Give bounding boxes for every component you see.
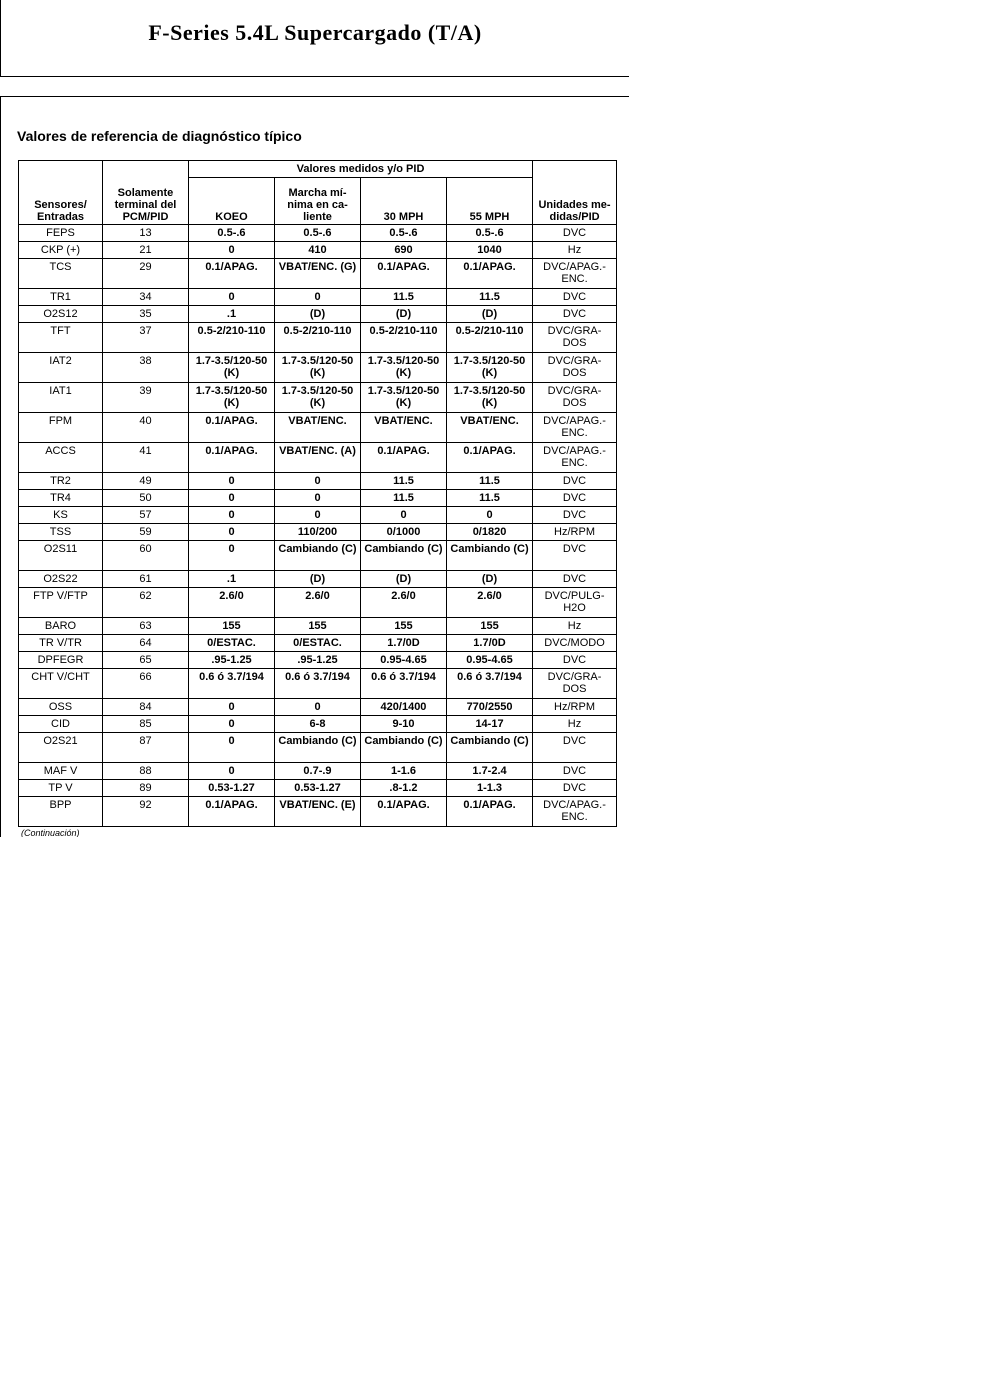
cell-sensor: CHT V/CHT — [19, 669, 103, 699]
cell-koeo: 0 — [189, 763, 275, 780]
cell-55mph: 14-17 — [447, 716, 533, 733]
cell-koeo: 0.6 ó 3.7/194 — [189, 669, 275, 699]
page-title: F-Series 5.4L Supercargado (T/A) — [148, 20, 482, 45]
cell-idle: 0.7-.9 — [275, 763, 361, 780]
cell-30mph: 0.95-4.65 — [361, 652, 447, 669]
cell-units: DVC/APAG.- ENC. — [533, 443, 617, 473]
cell-terminal: 59 — [103, 524, 189, 541]
table-row — [19, 242, 617, 259]
cell-terminal: 57 — [103, 507, 189, 524]
cell-55mph: 0.6 ó 3.7/194 — [447, 669, 533, 699]
table-row — [19, 353, 617, 383]
cell-terminal: 35 — [103, 306, 189, 323]
cell-units: DVC — [533, 780, 617, 797]
cell-30mph: 1.7-3.5/120-50 (K) — [361, 383, 447, 413]
table-row — [19, 306, 617, 323]
header-55mph: 55 MPH — [447, 178, 533, 225]
cell-sensor: TR2 — [19, 473, 103, 490]
cell-30mph: (D) — [361, 306, 447, 323]
cell-30mph: 0.5-.6 — [361, 225, 447, 242]
cell-terminal: 61 — [103, 571, 189, 588]
cell-55mph: 0.1/APAG. — [447, 797, 533, 827]
cell-idle: (D) — [275, 306, 361, 323]
cell-sensor: MAF V — [19, 763, 103, 780]
cell-koeo: 0 — [189, 699, 275, 716]
cell-idle: 410 — [275, 242, 361, 259]
cell-30mph: 0 — [361, 507, 447, 524]
cell-55mph: 770/2550 — [447, 699, 533, 716]
cell-55mph: 0.5-.6 — [447, 225, 533, 242]
cell-units: DVC — [533, 733, 617, 763]
table-row — [19, 443, 617, 473]
cell-55mph: 155 — [447, 618, 533, 635]
table-row — [19, 699, 617, 716]
cell-terminal: 37 — [103, 323, 189, 353]
cell-55mph: 0.1/APAG. — [447, 443, 533, 473]
cell-sensor: IAT1 — [19, 383, 103, 413]
table-row — [19, 383, 617, 413]
cell-terminal: 87 — [103, 733, 189, 763]
cell-55mph: 1-1.3 — [447, 780, 533, 797]
cell-idle: 110/200 — [275, 524, 361, 541]
cell-55mph: 2.6/0 — [447, 588, 533, 618]
cell-sensor: IAT2 — [19, 353, 103, 383]
table-row — [19, 259, 617, 289]
cell-sensor: ACCS — [19, 443, 103, 473]
cell-terminal: 63 — [103, 618, 189, 635]
cell-30mph: 1-1.6 — [361, 763, 447, 780]
cell-koeo: 1.7-3.5/120-50 (K) — [189, 353, 275, 383]
cell-units: DVC — [533, 490, 617, 507]
cell-units: DVC/APAG.- ENC. — [533, 413, 617, 443]
cell-koeo: 0 — [189, 733, 275, 763]
cell-30mph: 1.7-3.5/120-50 (K) — [361, 353, 447, 383]
cell-55mph: Cambiando (C) — [447, 733, 533, 763]
section-title: Valores de referencia de diagnóstico típico — [17, 128, 302, 144]
table-row — [19, 289, 617, 306]
diagnostic-table — [18, 160, 617, 827]
cell-sensor: O2S21 — [19, 733, 103, 763]
cell-terminal: 40 — [103, 413, 189, 443]
table-row — [19, 225, 617, 242]
cell-terminal: 66 — [103, 669, 189, 699]
cell-terminal: 50 — [103, 490, 189, 507]
cell-30mph: 11.5 — [361, 490, 447, 507]
cell-30mph: 1.7/0D — [361, 635, 447, 652]
cell-koeo: 0 — [189, 507, 275, 524]
cell-30mph: 9-10 — [361, 716, 447, 733]
cell-units: Hz — [533, 242, 617, 259]
cell-30mph: 2.6/0 — [361, 588, 447, 618]
table-row — [19, 669, 617, 699]
cell-55mph: 0.1/APAG. — [447, 259, 533, 289]
cell-sensor: TFT — [19, 323, 103, 353]
table-row — [19, 733, 617, 763]
cell-30mph: 11.5 — [361, 473, 447, 490]
cell-sensor: CID — [19, 716, 103, 733]
cell-55mph: 0 — [447, 507, 533, 524]
header-30mph: 30 MPH — [361, 178, 447, 225]
header-sensors: Sensores/ Entradas — [19, 161, 103, 225]
cell-sensor: FPM — [19, 413, 103, 443]
cell-koeo: 0.1/APAG. — [189, 259, 275, 289]
cell-55mph: 11.5 — [447, 473, 533, 490]
table-row — [19, 413, 617, 443]
cell-idle: Cambiando (C) — [275, 733, 361, 763]
cell-idle: 0 — [275, 490, 361, 507]
cell-idle: (D) — [275, 571, 361, 588]
table-row — [19, 797, 617, 827]
cell-units: DVC — [533, 306, 617, 323]
cell-units: DVC/APAG.- ENC. — [533, 259, 617, 289]
cell-sensor: TSS — [19, 524, 103, 541]
cell-units: DVC — [533, 473, 617, 490]
cell-idle: 0/ESTAC. — [275, 635, 361, 652]
cell-55mph: 11.5 — [447, 289, 533, 306]
table-row — [19, 780, 617, 797]
cell-55mph: 1.7-3.5/120-50 (K) — [447, 383, 533, 413]
cell-sensor: O2S11 — [19, 541, 103, 571]
cell-sensor: FEPS — [19, 225, 103, 242]
cell-sensor: O2S22 — [19, 571, 103, 588]
cell-koeo: 0.5-2/210-110 — [189, 323, 275, 353]
cell-30mph: 0.5-2/210-110 — [361, 323, 447, 353]
cell-units: DVC/GRA- DOS — [533, 353, 617, 383]
cell-units: Hz/RPM — [533, 524, 617, 541]
cell-terminal: 60 — [103, 541, 189, 571]
cell-30mph: Cambiando (C) — [361, 541, 447, 571]
cell-koeo: 0 — [189, 473, 275, 490]
cell-units: DVC/GRA- DOS — [533, 323, 617, 353]
cell-koeo: 0 — [189, 490, 275, 507]
cell-sensor: CKP (+) — [19, 242, 103, 259]
table-row — [19, 473, 617, 490]
cell-units: DVC/PULG- H2O — [533, 588, 617, 618]
cell-terminal: 85 — [103, 716, 189, 733]
cell-55mph: VBAT/ENC. — [447, 413, 533, 443]
cell-idle: 0.5-2/210-110 — [275, 323, 361, 353]
cell-55mph: 1.7/0D — [447, 635, 533, 652]
content-box — [0, 96, 629, 837]
cell-terminal: 34 — [103, 289, 189, 306]
cell-30mph: 420/1400 — [361, 699, 447, 716]
cell-30mph: (D) — [361, 571, 447, 588]
cell-30mph: 0/1000 — [361, 524, 447, 541]
cell-koeo: 0.1/APAG. — [189, 443, 275, 473]
table-row — [19, 652, 617, 669]
cell-idle: 0 — [275, 473, 361, 490]
cell-terminal: 64 — [103, 635, 189, 652]
cell-idle: 0.53-1.27 — [275, 780, 361, 797]
cell-terminal: 92 — [103, 797, 189, 827]
cell-units: DVC — [533, 763, 617, 780]
header-koeo: KOEO — [189, 178, 275, 225]
table-row — [19, 524, 617, 541]
cell-idle: VBAT/ENC. (A) — [275, 443, 361, 473]
cell-terminal: 89 — [103, 780, 189, 797]
cell-terminal: 41 — [103, 443, 189, 473]
cell-koeo: 0.1/APAG. — [189, 413, 275, 443]
cell-idle: VBAT/ENC. — [275, 413, 361, 443]
cell-idle: VBAT/ENC. (G) — [275, 259, 361, 289]
title-box — [0, 0, 629, 77]
cell-55mph: (D) — [447, 306, 533, 323]
cell-idle: 0.6 ó 3.7/194 — [275, 669, 361, 699]
cell-idle: 1.7-3.5/120-50 (K) — [275, 353, 361, 383]
cell-30mph: 0.6 ó 3.7/194 — [361, 669, 447, 699]
cell-koeo: 0 — [189, 524, 275, 541]
cell-koeo: .95-1.25 — [189, 652, 275, 669]
cell-30mph: .8-1.2 — [361, 780, 447, 797]
table-row — [19, 588, 617, 618]
cell-sensor: TR4 — [19, 490, 103, 507]
cell-30mph: 0.1/APAG. — [361, 797, 447, 827]
cell-sensor: BARO — [19, 618, 103, 635]
header-terminal: Solamente terminal del PCM/PID — [103, 161, 189, 225]
cell-idle: Cambiando (C) — [275, 541, 361, 571]
cell-units: DVC — [533, 289, 617, 306]
cell-sensor: DPFEGR — [19, 652, 103, 669]
cell-idle: .95-1.25 — [275, 652, 361, 669]
cell-30mph: Cambiando (C) — [361, 733, 447, 763]
cell-units: Hz — [533, 716, 617, 733]
cell-idle: 0 — [275, 289, 361, 306]
cell-idle: 0 — [275, 699, 361, 716]
table-row — [19, 763, 617, 780]
cell-55mph: Cambiando (C) — [447, 541, 533, 571]
cell-koeo: 0.5-.6 — [189, 225, 275, 242]
cell-30mph: 11.5 — [361, 289, 447, 306]
cell-terminal: 84 — [103, 699, 189, 716]
cell-idle: 1.7-3.5/120-50 (K) — [275, 383, 361, 413]
cell-units: DVC/GRA- DOS — [533, 669, 617, 699]
table-row — [19, 716, 617, 733]
cell-koeo: 0 — [189, 716, 275, 733]
cell-sensor: OSS — [19, 699, 103, 716]
cell-30mph: 0.1/APAG. — [361, 259, 447, 289]
cell-units: DVC — [533, 225, 617, 242]
cell-terminal: 29 — [103, 259, 189, 289]
table-row — [19, 507, 617, 524]
cell-sensor: BPP — [19, 797, 103, 827]
cell-idle: 155 — [275, 618, 361, 635]
header-idle: Marcha mí- nima en ca- liente — [275, 178, 361, 225]
cell-koeo: .1 — [189, 306, 275, 323]
cell-idle: VBAT/ENC. (E) — [275, 797, 361, 827]
cell-55mph: 1.7-3.5/120-50 (K) — [447, 353, 533, 383]
cell-30mph: 155 — [361, 618, 447, 635]
cell-terminal: 13 — [103, 225, 189, 242]
cell-30mph: 690 — [361, 242, 447, 259]
table-row — [19, 635, 617, 652]
cell-idle: 6-8 — [275, 716, 361, 733]
cell-units: DVC — [533, 571, 617, 588]
continuation-note: (Continuación) — [21, 828, 80, 837]
cell-idle: 2.6/0 — [275, 588, 361, 618]
cell-terminal: 65 — [103, 652, 189, 669]
table-body — [19, 225, 617, 827]
cell-koeo: 0/ESTAC. — [189, 635, 275, 652]
cell-sensor: O2S12 — [19, 306, 103, 323]
cell-55mph: 0/1820 — [447, 524, 533, 541]
cell-55mph: 0.5-2/210-110 — [447, 323, 533, 353]
cell-units: DVC/GRA- DOS — [533, 383, 617, 413]
cell-55mph: 1040 — [447, 242, 533, 259]
cell-terminal: 39 — [103, 383, 189, 413]
cell-sensor: TP V — [19, 780, 103, 797]
header-measured-values: Valores medidos y/o PID — [189, 161, 533, 178]
cell-units: Hz — [533, 618, 617, 635]
cell-sensor: FTP V/FTP — [19, 588, 103, 618]
cell-koeo: 0 — [189, 289, 275, 306]
cell-55mph: (D) — [447, 571, 533, 588]
table-row — [19, 541, 617, 571]
table-row — [19, 571, 617, 588]
cell-30mph: VBAT/ENC. — [361, 413, 447, 443]
cell-30mph: 0.1/APAG. — [361, 443, 447, 473]
cell-units: DVC/MODO — [533, 635, 617, 652]
table-row — [19, 323, 617, 353]
cell-55mph: 11.5 — [447, 490, 533, 507]
cell-sensor: TR1 — [19, 289, 103, 306]
cell-koeo: .1 — [189, 571, 275, 588]
cell-units: DVC — [533, 507, 617, 524]
cell-sensor: TCS — [19, 259, 103, 289]
cell-units: DVC — [533, 652, 617, 669]
cell-koeo: 0.53-1.27 — [189, 780, 275, 797]
cell-terminal: 21 — [103, 242, 189, 259]
cell-idle: 0.5-.6 — [275, 225, 361, 242]
header-units: Unidades me- didas/PID — [533, 161, 617, 225]
cell-koeo: 0 — [189, 541, 275, 571]
cell-terminal: 49 — [103, 473, 189, 490]
cell-units: DVC — [533, 541, 617, 571]
cell-koeo: 155 — [189, 618, 275, 635]
cell-sensor: KS — [19, 507, 103, 524]
table-row — [19, 490, 617, 507]
cell-koeo: 1.7-3.5/120-50 (K) — [189, 383, 275, 413]
cell-55mph: 1.7-2.4 — [447, 763, 533, 780]
cell-terminal: 62 — [103, 588, 189, 618]
cell-koeo: 2.6/0 — [189, 588, 275, 618]
cell-units: Hz/RPM — [533, 699, 617, 716]
cell-55mph: 0.95-4.65 — [447, 652, 533, 669]
cell-koeo: 0 — [189, 242, 275, 259]
cell-terminal: 88 — [103, 763, 189, 780]
table-row — [19, 618, 617, 635]
cell-sensor: TR V/TR — [19, 635, 103, 652]
cell-koeo: 0.1/APAG. — [189, 797, 275, 827]
cell-units: DVC/APAG.- ENC. — [533, 797, 617, 827]
cell-idle: 0 — [275, 507, 361, 524]
cell-terminal: 38 — [103, 353, 189, 383]
